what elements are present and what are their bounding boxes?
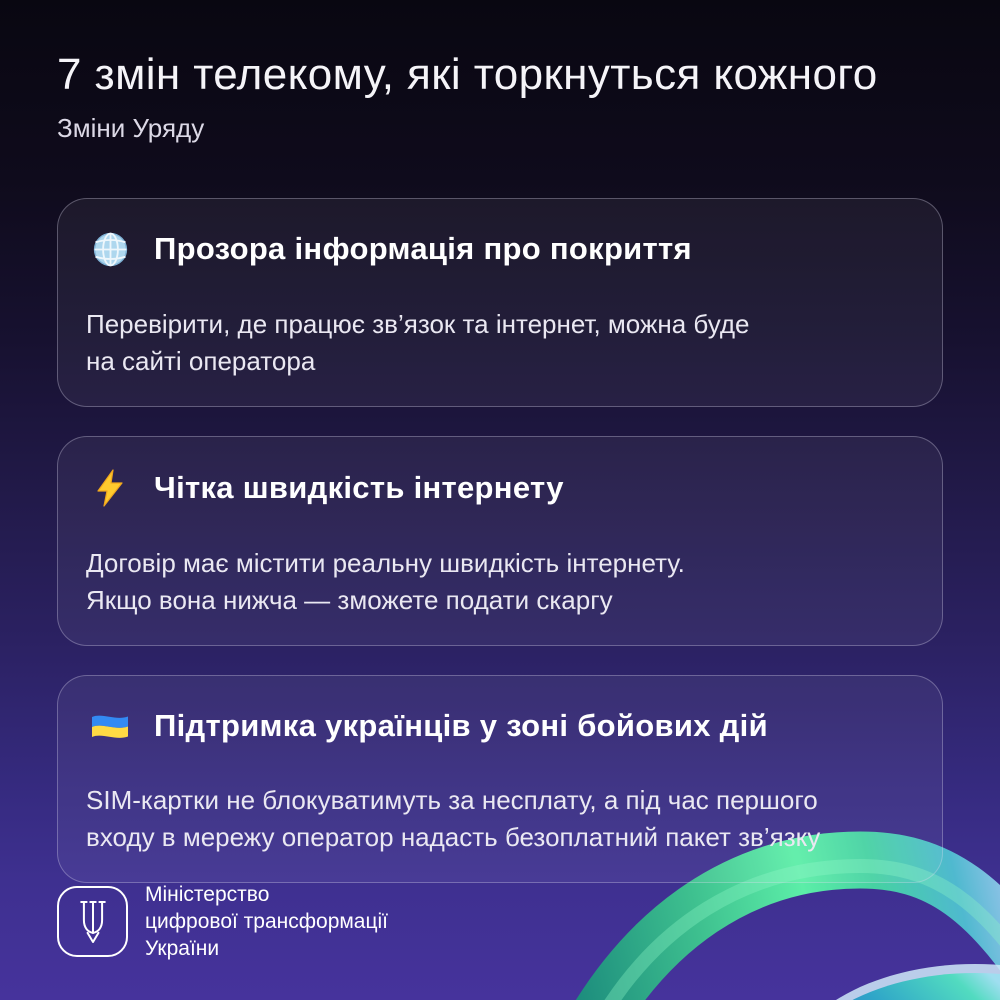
card-warzone-support-title: Підтримка українців у зоні бойових дій (154, 707, 768, 743)
card-coverage (57, 198, 943, 407)
card-warzone-support-header (86, 708, 912, 744)
card-coverage-title: Прозора інформація про покриття (154, 231, 692, 267)
ukraine-trident-logo (57, 886, 128, 957)
card-speed-body: Договір має містити реальну швидкість інтернету. Якщо вона нижча — зможете подати скаргу (86, 547, 685, 615)
ministry-footer (57, 881, 388, 962)
ukraine-flag-icon (90, 711, 130, 741)
page-subtitle: Зміни Уряду (57, 112, 205, 143)
page-title: 7 змін телекому, які торкнуться кожного (57, 50, 878, 99)
card-speed-title: Чітка швидкість інтернету (154, 469, 564, 505)
card-speed (57, 436, 943, 646)
card-coverage-header (86, 231, 912, 268)
ministry-name: Міністерство цифрової трансформації України (145, 883, 389, 960)
card-warzone-support-body: SIM-картки не блокуватимуть за несплату, а під час першого входу в мережу оператор надасть безоплатний пакет зв’язку (86, 784, 821, 852)
lightning-icon (90, 469, 130, 507)
card-warzone-support (57, 675, 943, 883)
card-speed-header (86, 469, 912, 507)
globe-icon (90, 231, 130, 268)
cards-list (57, 198, 943, 883)
card-coverage-body: Перевірити, де працює зв’язок та інтернет, можна буде на сайті оператора (86, 308, 750, 376)
